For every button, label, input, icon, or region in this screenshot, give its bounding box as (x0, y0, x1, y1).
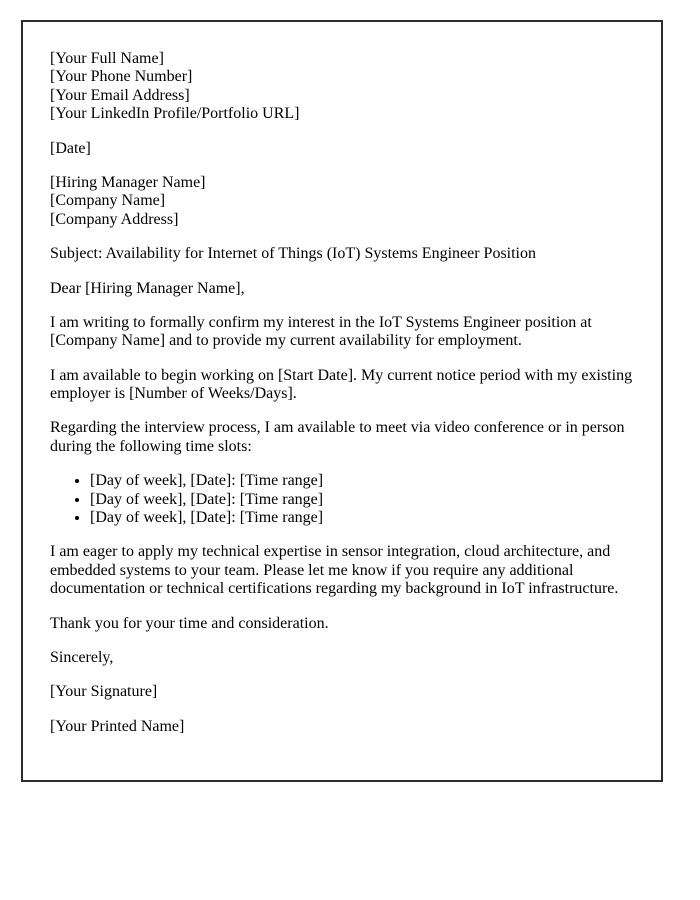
sender-linkedin: [Your LinkedIn Profile/Portfolio URL] (50, 105, 300, 123)
body-paragraph-expertise: I am eager to apply my technical expertise in sensor integration, cloud architecture, and embedded systems to your team. Please let me know if you require any additional documentation or technical certifications regarding my background in IoT infrastructure. (50, 543, 619, 598)
body-paragraph-interest: I am writing to formally confirm my interest in the IoT Systems Engineer position at [Company Name] and to provide my current availability for employment. (50, 313, 592, 350)
availability-item: • [Day of week], [Date]: [Time range] (90, 472, 637, 490)
sender-phone: [Your Phone Number] (50, 68, 193, 86)
signature-placeholder: [Your Signature] (50, 683, 158, 701)
availability-item: • [Day of week], [Date]: [Time range] (90, 509, 637, 527)
availability-list (50, 472, 637, 527)
sender-full-name: [Your Full Name] (50, 50, 164, 67)
salutation: Dear [Hiring Manager Name], (50, 279, 245, 297)
recipient-company-name: [Company Name] (50, 192, 166, 210)
sender-contact-block (50, 50, 637, 124)
letter-page (21, 20, 663, 782)
body-paragraph-thanks: Thank you for your time and consideration. (50, 614, 329, 632)
recipient-block (50, 174, 637, 229)
recipient-company-address: [Company Address] (50, 210, 179, 228)
body-paragraph-interview: Regarding the interview process, I am available to meet via video conference or in person during the following time slots: (50, 419, 625, 455)
subject-line: Subject: Availability for Internet of Things (IoT) Systems Engineer Position (50, 245, 536, 263)
signoff: Sincerely, (50, 648, 114, 666)
body-paragraph-start-date: I am available to begin working on [Start Date]. My current notice period with my existing employer is [Number of Weeks/Days]. (50, 366, 633, 403)
printed-name: [Your Printed Name] (50, 717, 185, 735)
sender-email: [Your Email Address] (50, 86, 190, 104)
availability-item: • [Day of week], [Date]: [Time range] (90, 491, 637, 509)
date-line: [Date] (50, 139, 91, 157)
recipient-hiring-manager: [Hiring Manager Name] (50, 173, 206, 191)
